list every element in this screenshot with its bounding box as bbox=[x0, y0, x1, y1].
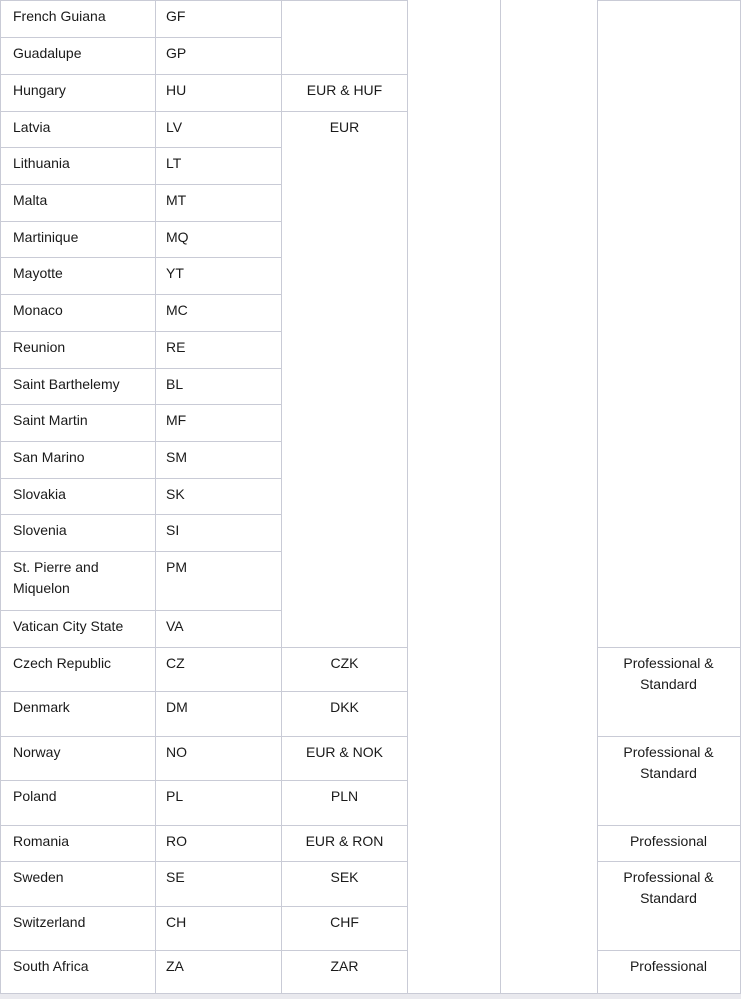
row-divider bbox=[281, 825, 408, 826]
country-name: Norway bbox=[13, 744, 61, 760]
row-divider bbox=[0, 404, 282, 405]
currency-value: CHF bbox=[330, 914, 359, 930]
row-divider bbox=[281, 111, 408, 112]
country-code: MF bbox=[166, 412, 187, 428]
country-code: SM bbox=[166, 449, 187, 465]
country-name: Vatican City State bbox=[13, 618, 124, 634]
country-code: BL bbox=[166, 376, 184, 392]
row-divider bbox=[281, 736, 408, 737]
country-name: Martinique bbox=[13, 229, 79, 245]
country-name: St. Pierre and Miquelon bbox=[13, 559, 99, 596]
country-name: Malta bbox=[13, 192, 48, 208]
row-divider bbox=[0, 111, 282, 112]
column-divider bbox=[155, 0, 156, 993]
row-divider bbox=[0, 74, 282, 75]
country-name: Saint Martin bbox=[13, 412, 88, 428]
country-code: MQ bbox=[166, 229, 189, 245]
plan-value: Professional & Standard bbox=[623, 869, 714, 906]
country-code: HU bbox=[166, 82, 187, 98]
currency-value: EUR bbox=[329, 119, 360, 135]
country-code: SE bbox=[166, 869, 185, 885]
country-code: GF bbox=[166, 8, 186, 24]
country-name: Lithuania bbox=[13, 155, 70, 171]
row-divider bbox=[0, 478, 282, 479]
country-name: Czech Republic bbox=[13, 655, 112, 671]
row-divider bbox=[281, 861, 408, 862]
country-code: RO bbox=[166, 833, 187, 849]
row-divider bbox=[597, 0, 741, 1]
column-divider bbox=[597, 0, 598, 993]
row-divider bbox=[0, 0, 282, 1]
row-divider bbox=[281, 647, 408, 648]
country-code: PM bbox=[166, 559, 187, 575]
country-code: MT bbox=[166, 192, 187, 208]
currency-value: CZK bbox=[330, 655, 359, 671]
country-name: Poland bbox=[13, 788, 57, 804]
country-code: GP bbox=[166, 45, 187, 61]
row-divider bbox=[0, 825, 282, 826]
country-name: South Africa bbox=[13, 958, 89, 974]
column-divider bbox=[0, 0, 1, 993]
country-code: ZA bbox=[166, 958, 184, 974]
country-name: Switzerland bbox=[13, 914, 86, 930]
country-code: CZ bbox=[166, 655, 185, 671]
row-divider bbox=[0, 647, 282, 648]
row-divider bbox=[0, 906, 282, 907]
column-divider bbox=[407, 0, 408, 993]
country-code: PL bbox=[166, 788, 184, 804]
row-divider bbox=[0, 221, 282, 222]
country-name: Sweden bbox=[13, 869, 64, 885]
country-name: Mayotte bbox=[13, 265, 63, 281]
row-divider bbox=[0, 514, 282, 515]
row-divider bbox=[0, 257, 282, 258]
row-divider bbox=[0, 950, 282, 951]
row-divider bbox=[0, 610, 282, 611]
horizontal-scrollbar-track[interactable] bbox=[0, 993, 741, 999]
row-divider bbox=[0, 551, 282, 552]
row-divider bbox=[597, 861, 741, 862]
country-name: Hungary bbox=[13, 82, 66, 98]
currency-value: SEK bbox=[330, 869, 359, 885]
row-divider bbox=[0, 37, 282, 38]
country-name: Romania bbox=[13, 833, 70, 849]
country-code: YT bbox=[166, 265, 184, 281]
row-divider bbox=[281, 780, 408, 781]
plan-value: Professional & Standard bbox=[623, 744, 714, 781]
row-divider bbox=[0, 184, 282, 185]
row-divider bbox=[0, 368, 282, 369]
row-divider bbox=[0, 331, 282, 332]
country-name: Slovenia bbox=[13, 522, 67, 538]
country-code: LT bbox=[166, 155, 182, 171]
country-name: Slovakia bbox=[13, 486, 66, 502]
currency-value: ZAR bbox=[330, 958, 359, 974]
country-name: Reunion bbox=[13, 339, 66, 355]
currency-value: DKK bbox=[330, 699, 359, 715]
country-code: DM bbox=[166, 699, 188, 715]
row-divider bbox=[597, 825, 741, 826]
row-divider bbox=[597, 736, 741, 737]
country-code: NO bbox=[166, 744, 187, 760]
currency-value: EUR & NOK bbox=[305, 744, 383, 760]
country-code: RE bbox=[166, 339, 186, 355]
row-divider bbox=[281, 691, 408, 692]
plan-value: Professional bbox=[629, 833, 708, 849]
row-divider bbox=[597, 950, 741, 951]
row-divider bbox=[0, 441, 282, 442]
row-divider bbox=[0, 780, 282, 781]
country-code: MC bbox=[166, 302, 188, 318]
row-divider bbox=[281, 74, 408, 75]
row-divider bbox=[281, 906, 408, 907]
row-divider bbox=[0, 861, 282, 862]
plan-value: Professional bbox=[629, 958, 708, 974]
country-name: French Guiana bbox=[13, 8, 106, 24]
row-divider bbox=[0, 294, 282, 295]
country-code: LV bbox=[166, 119, 183, 135]
country-code: SK bbox=[166, 486, 185, 502]
currency-value: EUR & HUF bbox=[306, 82, 383, 98]
row-divider bbox=[0, 691, 282, 692]
country-code: VA bbox=[166, 618, 184, 634]
currency-value: EUR & RON bbox=[305, 833, 384, 849]
row-divider bbox=[281, 950, 408, 951]
country-code: SI bbox=[166, 522, 180, 538]
country-name: San Marino bbox=[13, 449, 85, 465]
country-name: Denmark bbox=[13, 699, 70, 715]
country-name: Saint Barthelemy bbox=[13, 376, 120, 392]
column-divider bbox=[500, 0, 501, 993]
row-divider bbox=[0, 147, 282, 148]
country-code: CH bbox=[166, 914, 187, 930]
country-name: Latvia bbox=[13, 119, 51, 135]
row-divider bbox=[597, 647, 741, 648]
plan-value: Professional & Standard bbox=[623, 655, 714, 692]
currency-value: PLN bbox=[330, 788, 359, 804]
country-name: Guadalupe bbox=[13, 45, 82, 61]
row-divider bbox=[0, 736, 282, 737]
country-name: Monaco bbox=[13, 302, 63, 318]
row-divider bbox=[281, 0, 408, 1]
